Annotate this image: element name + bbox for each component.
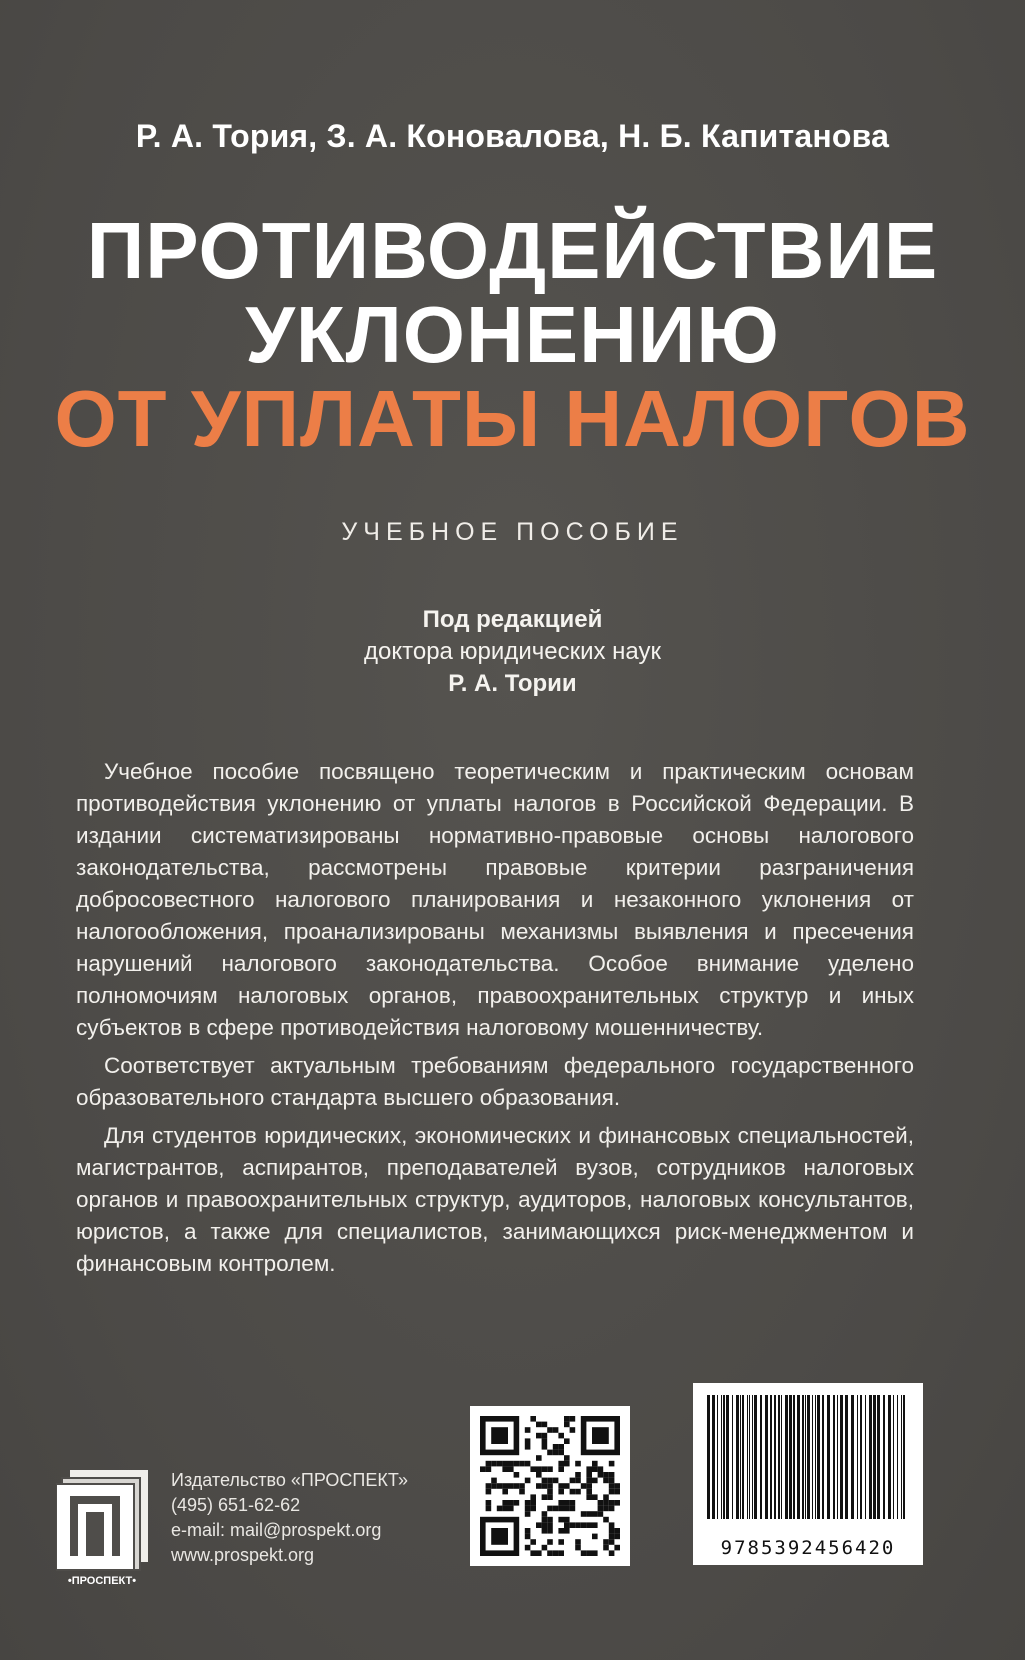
authors: Р. А. Тория, З. А. Коновалова, Н. Б. Капитанова bbox=[135, 118, 890, 154]
barcode-digits: 9785392456420 bbox=[720, 1537, 896, 1559]
publisher-website: www.prospekt.org bbox=[171, 1545, 315, 1565]
publisher-info bbox=[171, 1468, 408, 1568]
description bbox=[76, 756, 914, 1286]
publisher-email: e-mail: mail@prospekt.org bbox=[171, 1520, 382, 1540]
editor-degree: доктора юридических наук bbox=[364, 638, 661, 665]
barcode-icon bbox=[693, 1383, 923, 1565]
publisher-name: Издательство «ПРОСПЕКТ» bbox=[171, 1470, 409, 1490]
description-paragraph-1: Учебное пособие посвящено теоретическим и практическим основам противодействия уклонению от уплаты налогов в Российской Федерации. В издании систематизированы нормативно-правовые основы налогового законодательства, рассмотрены правовые критерии разграничения добросовестного налогового планирования и незаконного уклонения от налогообложения, проанализированы механизмы выявления и пресечения нарушений налогового законодательства. Особое внимание уделено полномочиям налоговых органов, правоохранительных структур и иных субъектов в сфере противодействия налоговому мошенничеству. bbox=[76, 759, 914, 1040]
description-paragraph-3: Для студентов юридических, экономических и финансовых специальностей, магистрантов, аспирантов, преподавателей вузов, сотрудников налоговых органов и правоохранительных структур, аудиторов, налоговых консультантов, юристов, а также для специалистов, занимающихся риск-менеджментом и финансовым контролем. bbox=[76, 1123, 914, 1276]
title-line-1: ПРОТИВОДЕЙСТВИЕ bbox=[86, 206, 939, 295]
title-line-2: УКЛОНЕНИЮ bbox=[245, 290, 780, 379]
subtitle: УЧЕБНОЕ ПОСОБИЕ bbox=[341, 518, 684, 546]
publisher-phone: (495) 651-62-62 bbox=[171, 1495, 301, 1515]
editor-heading: Под редакцией bbox=[422, 606, 603, 633]
editor-block bbox=[0, 604, 1025, 700]
title-line-3: ОТ УПЛАТЫ НАЛОГОВ bbox=[54, 374, 971, 463]
logo-text: •ПРОСПЕКТ• bbox=[67, 1575, 137, 1587]
editor-name: Р. А. Тории bbox=[448, 670, 577, 697]
qr-code-icon bbox=[470, 1406, 630, 1566]
description-paragraph-2: Соответствует актуальным требованиям федерального государственного образовательного стандарта высшего образования. bbox=[76, 1053, 914, 1110]
prospekt-logo-icon bbox=[56, 1470, 154, 1588]
